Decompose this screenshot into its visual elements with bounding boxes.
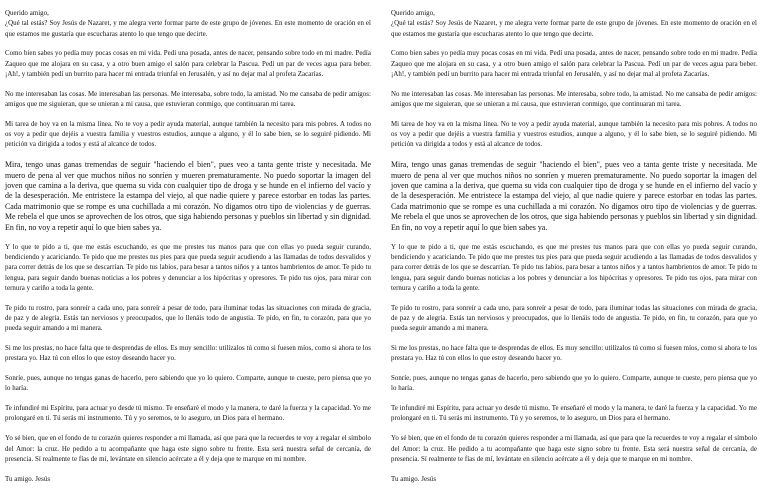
paragraph-lend-hands-copy: Y lo que te pido a ti, que me estás escuchando, es que me prestes tus manos para que con ellas yo pueda seguir curando, bendiciendo y acariciando. Te pido que me prestes tus pies para que pueda seguir acudiendo a las llamadas de todos desvalidos y para correr detrás de los que se descarrían. Te pido tus labios, para besar a tantos niños y a tantos hambrientos de amor. Te pido tu lengua, para seguir dando buenas noticias a los pobres y denunciar a los hipócritas y opresores. Te pido tus ojos, para mirar con ternura y cariño a toda la gente. xyxy=(391,243,757,292)
paragraph-signature-copy: Tu amigo. Jesús xyxy=(391,475,437,483)
document-column-left xyxy=(5,9,371,494)
paragraph-smile: Sonríe, pues, aunque no tengas ganas de hacerlo, pero sabiendo que yo lo quiero. Comparte, aunque te cueste, pero piensa que yo lo haría. xyxy=(5,375,371,393)
paragraph-cross: Yo sé bien, que en el fondo de tu corazón quieres responder a mi llamada, así que para que la recuerdes te voy a regalar el símbolo del Amor: la cruz. He pedido a tu acompañante que haga este signo sobre tu frente. Esta será nuestra señal de cercanía, de presencia. Sí realmente te fías de mí, levántate en silencio acércate a él y deja que te marque en mi nombre. xyxy=(5,435,371,463)
paragraph-smile-copy: Sonríe, pues, aunque no tengas ganas de hacerlo, pero sabiendo que yo lo quiero. Comparte, aunque te cueste, pero piensa que yo lo haría. xyxy=(391,375,757,393)
paragraph-friendship: No me interesaban las cosas. Me interesaban las personas. Me interesaba, sobre todo, la amistad. No me cansaba de pedir amigos: amigos que me siguieran, que se unieran a mi causa, que estuvieran conmigo, que continuaran mi tarea. xyxy=(5,90,371,109)
paragraph-requests: Como bien sabes yo pedía muy pocas cosas en mi vida. Pedí una posada, antes de nacer, pensando sobre todo en mi madre. Pedía Zaqueo que me alojara en su casa, y a otro buen amigo el salón para celebrar la Pascua. Pedí un par de veces agua para beber. ¡Ah!, y también pedí un burrito para hacer mi entrada triunfal en Jerusalén, y así no dejar mal al profeta Zacarías. xyxy=(5,50,371,78)
paragraph-greeting-copy: Querido amigo, ¿Qué tal estás? Soy Jesús de Nazaret, y me alegra verte formar parte de este grupo de jóvenes. En este momento de oración en el que estamos me gustaría que escucharas atento lo que tengo que decirte. xyxy=(391,10,757,38)
paragraph-doing-good-copy: Mira, tengo unas ganas tremendas de seguir "haciendo el bien", pues veo a tanta gente triste y necesitada. Me muero de pena al ver que muchos niños no sonríen y mueren prematuramente. No puedo soportar la imagen del joven que camina a la deriva, que quema su vida con cualquier tipo de droga y se hunde en el infierno del vacío y de la desesperación. Me entristece la estampa del viejo, al que nadie quiere y parece estorbar en todas las partes. Cada matrimonio que se rompe es una cuchillada a mi corazón. No digamos otro tipo de violencias y de guerras. Me rebela el que unos se aprovechen de los otros, que siga habiendo personas y pueblos sin libertad y sin dignidad. En fin, no voy a repetir aquí lo que bien sabes ya. xyxy=(391,160,757,232)
paragraph-cross-copy: Yo sé bien, que en el fondo de tu corazón quieres responder a mi llamada, así que para que la recuerdes te voy a regalar el símbolo del Amor: la cruz. He pedido a tu acompañante que haga este signo sobre tu frente. Esta será nuestra señal de cercanía, de presencia. Sí realmente te fías de mí, levántate en silencio acércate a él y deja que te marque en mi nombre. xyxy=(391,435,757,463)
document-column-right xyxy=(391,9,757,494)
paragraph-face-copy: Te pido tu rostro, para sonreír a cada uno, para sonreír a pesar de todo, para iluminar todas las situaciones con mirada de gracia, de paz y de alegría. Estás tan nerviosos y preocupados, que lo llenáis todo de angustia. Te pido, en fin, tu corazón, para que yo pueda seguir amando a mi manera. xyxy=(391,304,757,333)
paragraph-spirit: Te infundiré mi Espíritu, para actuar yo desde tú mismo. Te enseñaré el modo y la manera, te daré la fuerza y la capacidad. Yo me prolongaré en ti. Tú serás mi instrumento. Tú y yo seremos, te lo aseguro, un Dios para el hermano. xyxy=(5,405,371,423)
paragraph-task: Mi tarea de hoy va en la misma línea. No te voy a pedir ayuda material, aunque también la necesito para mis pobres. A todos no os voy a pedir que dejéis a vuestra familia y vuestros estudios, aunque a alguno, y él lo sabe bien, se lo seguiré pidiendo. Mi petición va dirigida a todos y está al alcance de todos. xyxy=(5,120,371,149)
paragraph-lend: Si me los prestas, no hace falta que te desprendas de ellos. Es muy sencillo: utilízalos tú como si fuesen míos, como si ahora te los prestara yo. Haz tú con ellos lo que estoy deseando hacer yo. xyxy=(5,344,371,363)
paragraph-friendship-copy: No me interesaban las cosas. Me interesaban las personas. Me interesaba, sobre todo, la amistad. No me cansaba de pedir amigos: amigos que me siguieran, que se unieran a mi causa, que estuvieran conmigo, que continuaran mi tarea. xyxy=(391,90,757,109)
paragraph-requests-copy: Como bien sabes yo pedía muy pocas cosas en mi vida. Pedí una posada, antes de nacer, pensando sobre todo en mi madre. Pedía Zaqueo que me alojara en su casa, y a otro buen amigo el salón para celebrar la Pascua. Pedí un par de veces agua para beber. ¡Ah!, y también pedí un burrito para hacer mi entrada triunfal en Jerusalén, y así no dejar mal al profeta Zacarías. xyxy=(391,50,757,78)
paragraph-greeting: Querido amigo, ¿Qué tal estás? Soy Jesús de Nazaret, y me alegra verte formar parte de este grupo de jóvenes. En este momento de oración en el que estamos me gustaría que escucharas atento lo que tengo que decirte. xyxy=(5,10,371,38)
paragraph-face: Te pido tu rostro, para sonreír a cada uno, para sonreír a pesar de todo, para iluminar todas las situaciones con mirada de gracia, de paz y de alegría. Estás tan nerviosos y preocupados, que lo llenáis todo de angustia. Te pido, en fin, tu corazón, para que yo pueda seguir amando a mi manera. xyxy=(5,304,371,333)
paragraph-doing-good: Mira, tengo unas ganas tremendas de seguir "haciendo el bien", pues veo a tanta gente triste y necesitada. Me muero de pena al ver que muchos niños no sonríen y mueren prematuramente. No puedo soportar la imagen del joven que camina a la deriva, que quema su vida con cualquier tipo de droga y se hunde en el infierno del vacío y de la desesperación. Me entristece la estampa del viejo, al que nadie quiere y parece estorbar en todas las partes. Cada matrimonio que se rompe es una cuchillada a mi corazón. No digamos otro tipo de violencias y de guerras. Me rebela el que unos se aprovechen de los otros, que siga habiendo personas y pueblos sin libertad y sin dignidad. En fin, no voy a repetir aquí lo que bien sabes ya. xyxy=(5,160,371,232)
paragraph-signature: Tu amigo. Jesús xyxy=(5,475,51,483)
paragraph-spirit-copy: Te infundiré mi Espíritu, para actuar yo desde tú mismo. Te enseñaré el modo y la manera, te daré la fuerza y la capacidad. Yo me prolongaré en ti. Tú serás mi instrumento. Tú y yo seremos, te lo aseguro, un Dios para el hermano. xyxy=(391,405,757,423)
paragraph-lend-hands: Y lo que te pido a ti, que me estás escuchando, es que me prestes tus manos para que con ellas yo pueda seguir curando, bendiciendo y acariciando. Te pido que me prestes tus pies para que pueda seguir acudiendo a las llamadas de todos desvalidos y para correr detrás de los que se descarrían. Te pido tus labios, para besar a tantos niños y a tantos hambrientos de amor. Te pido tu lengua, para seguir dando buenas noticias a los pobres y denunciar a los hipócritas y opresores. Te pido tus ojos, para mirar con ternura y cariño a toda la gente. xyxy=(5,243,371,292)
paragraph-task-copy: Mi tarea de hoy va en la misma línea. No te voy a pedir ayuda material, aunque también la necesito para mis pobres. A todos no os voy a pedir que dejéis a vuestra familia y vuestros estudios, aunque a alguno, y él lo sabe bien, se lo seguiré pidiendo. Mi petición va dirigida a todos y está al alcance de todos. xyxy=(391,120,757,149)
paragraph-lend-copy: Si me los prestas, no hace falta que te desprendas de ellos. Es muy sencillo: utilízalos tú como si fuesen míos, como si ahora te los prestara yo. Haz tú con ellos lo que estoy deseando hacer yo. xyxy=(391,344,757,363)
